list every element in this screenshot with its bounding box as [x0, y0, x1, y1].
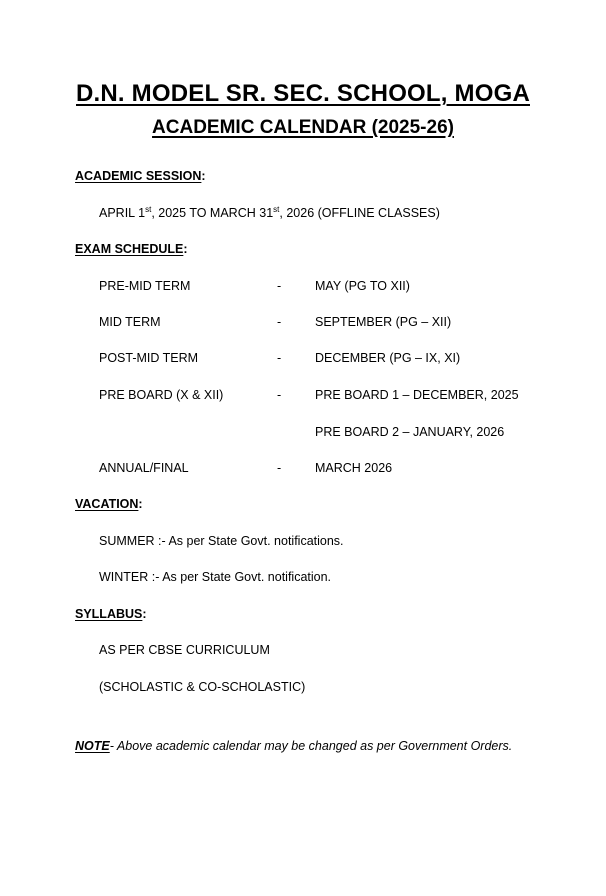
exam-row-dash: - — [277, 279, 282, 293]
school-name-title: D.N. MODEL SR. SEC. SCHOOL, MOGA — [76, 80, 530, 107]
exam-row-label: PRE-MID TERM — [99, 279, 191, 293]
exam-row-value: SEPTEMBER (PG – XII) — [315, 315, 452, 329]
session-text-1: APRIL 1 — [99, 206, 146, 220]
exam-row-dash: - — [277, 315, 282, 329]
session-sup-2: st — [273, 204, 280, 214]
syllabus-line-2: (SCHOLASTIC & CO-SCHOLASTIC) — [99, 680, 306, 694]
syllabus-heading — [75, 608, 147, 621]
syllabus-line-1: AS PER CBSE CURRICULUM — [99, 643, 270, 657]
syllabus-heading-text: SYLLABUS — [75, 607, 143, 621]
syllabus-heading-colon: : — [142, 607, 147, 621]
note-label: NOTE — [75, 739, 110, 753]
academic-session-heading-text: ACADEMIC SESSION — [75, 169, 202, 183]
vacation-heading — [75, 498, 143, 511]
exam-row-dash: - — [277, 388, 282, 402]
exam-schedule-heading-text: EXAM SCHEDULE — [75, 242, 184, 256]
vacation-heading-text: VACATION — [75, 497, 139, 511]
vacation-winter: WINTER :- As per State Govt. notification. — [99, 570, 332, 584]
exam-row-label: MID TERM — [99, 315, 161, 329]
session-text-2: , 2025 TO MARCH 31 — [151, 206, 274, 220]
exam-row-value: DECEMBER (PG – IX, XI) — [315, 351, 461, 365]
note-line — [75, 740, 512, 753]
exam-row-label: POST-MID TERM — [99, 351, 199, 365]
academic-session-line — [99, 204, 440, 220]
exam-row-value: PRE BOARD 1 – DECEMBER, 2025 — [315, 388, 519, 402]
exam-row-label: PRE BOARD (X & XII) — [99, 388, 224, 402]
exam-row-value: MARCH 2026 — [315, 461, 393, 475]
exam-row-value: MAY (PG TO XII) — [315, 279, 410, 293]
note-text: - Above academic calendar may be changed as per Government Orders. — [109, 739, 513, 753]
exam-schedule-heading-colon: : — [183, 242, 188, 256]
vacation-summer: SUMMER :- As per State Govt. notifications. — [99, 534, 344, 548]
session-sup-1: st — [145, 204, 152, 214]
exam-schedule-heading — [75, 243, 188, 256]
exam-row-label: ANNUAL/FINAL — [99, 461, 189, 475]
exam-row-dash: - — [277, 461, 282, 475]
academic-session-heading-colon: : — [201, 169, 206, 183]
vacation-heading-colon: : — [138, 497, 143, 511]
session-text-3: , 2026 (OFFLINE CLASSES) — [279, 206, 440, 220]
academic-session-heading — [75, 170, 206, 183]
exam-row-value: PRE BOARD 2 – JANUARY, 2026 — [315, 425, 505, 439]
calendar-title: ACADEMIC CALENDAR (2025-26) — [152, 117, 454, 138]
exam-row-dash: - — [277, 351, 282, 365]
